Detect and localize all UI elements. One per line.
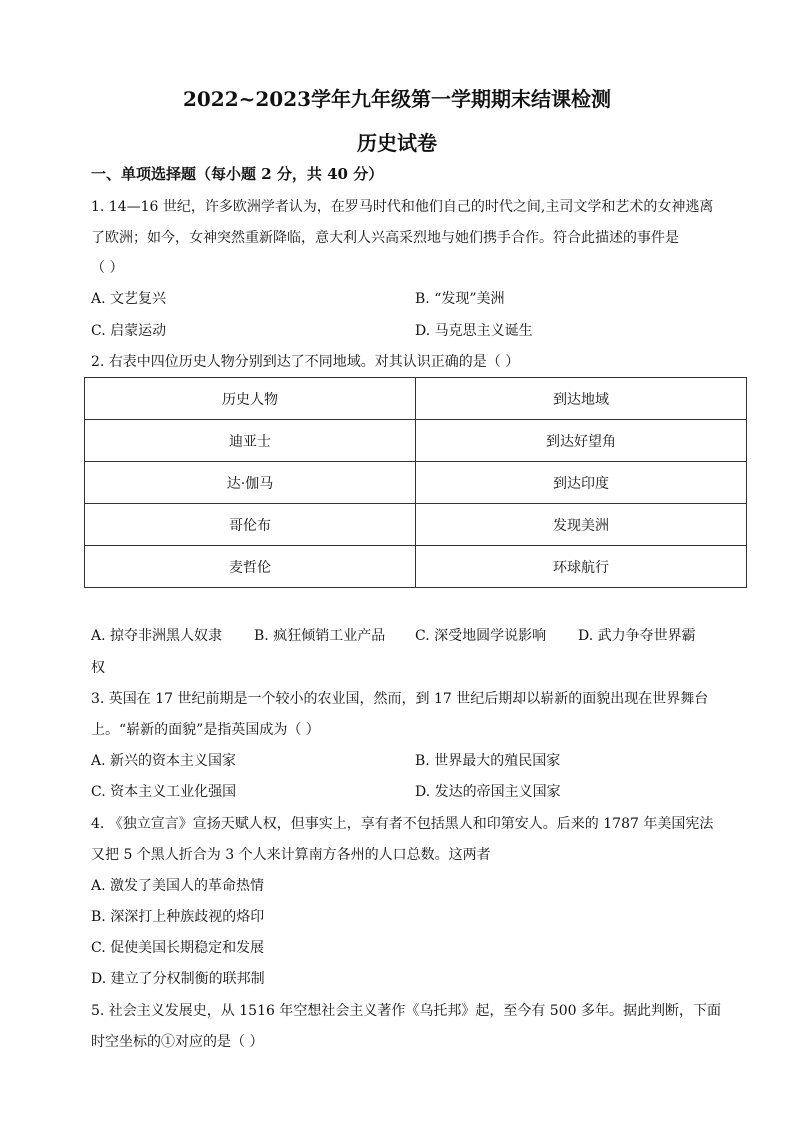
q1-option-b[interactable]: B. “发现”美洲 (415, 291, 505, 307)
q4-option-a[interactable]: A. 激发了美国人的革命热情 (91, 878, 265, 894)
q1-option-d[interactable]: D. 马克思主义诞生 (415, 323, 533, 339)
q1-answer-blank: （ ） (91, 260, 124, 276)
q2-table (84, 377, 747, 588)
q4-stem-line2: 又把 5 个黑人折合为 3 个人来计算南方各州的人口总数。这两者 (91, 847, 491, 863)
q4-stem-line1: 4. 《独立宣言》宣扬天赋人权，但事实上，享有者不包括黑人和印第安人。后来的 1787 年美国宪法 (91, 816, 714, 832)
q2-option-b[interactable]: B. 疯狂倾销工业产品 (254, 628, 386, 644)
q4-option-b[interactable]: B. 深深打上种族歧视的烙印 (91, 909, 265, 925)
q1-option-c[interactable]: C. 启蒙运动 (91, 323, 167, 339)
q5-stem-line1: 5. 社会主义发展史，从 1516 年空想社会主义著作《乌托邦》起，至今有 500 多年。据此判断，下面 (91, 1003, 721, 1019)
q2-option-d-wrap: 权 (91, 660, 105, 676)
table-row (85, 546, 747, 588)
table-row (85, 462, 747, 504)
q2-option-a[interactable]: A. 掠夺非洲黑人奴隶 (91, 628, 223, 644)
q3-stem-line2: 上。“崭新的面貌”是指英国成为（ ） (91, 722, 320, 738)
q2-option-c[interactable]: C. 深受地圆学说影响 (415, 628, 547, 644)
q3-option-d[interactable]: D. 发达的帝国主义国家 (415, 784, 561, 800)
q3-stem-line1: 3. 英国在 17 世纪前期是一个较小的农业国，然而，到 17 世纪后期却以崭新的面貌出现在世界舞台 (91, 691, 709, 707)
q1-stem-line1: 1. 14—16 世纪，许多欧洲学者认为，在罗马时代和他们自己的时代之间,主司文学和艺术的女神逃离 (91, 199, 714, 215)
table-cell-region: 发现美洲 (416, 504, 747, 546)
table-row (85, 420, 747, 462)
table-cell-region: 到达印度 (416, 462, 747, 504)
q1-stem-line2: 了欧洲；如今，女神突然重新降临，意大利人兴高采烈地与她们携手合作。符合此描述的事件是 (91, 230, 679, 246)
table-row (85, 504, 747, 546)
q1-option-a[interactable]: A. 文艺复兴 (91, 291, 167, 307)
table-cell-figure: 达·伽马 (85, 462, 416, 504)
q3-option-b[interactable]: B. 世界最大的殖民国家 (415, 753, 561, 769)
q2-stem: 2. 右表中四位历史人物分别到达了不同地域。对其认识正确的是（ ） (91, 354, 520, 370)
section-heading: 一、单项选择题（每小题 2 分，共 40 分） (91, 165, 384, 183)
q3-option-c[interactable]: C. 资本主义工业化强国 (91, 784, 237, 800)
q2-option-d[interactable]: D. 武力争夺世界霸 (578, 628, 696, 644)
table-header-cell: 历史人物 (85, 378, 416, 420)
q3-option-a[interactable]: A. 新兴的资本主义国家 (91, 753, 237, 769)
exam-title: 2022~2023学年九年级第一学期期末结课检测 (182, 87, 612, 111)
table-cell-figure: 哥伦布 (85, 504, 416, 546)
q5-stem-line2: 时空坐标的①对应的是（ ） (91, 1034, 264, 1050)
table-cell-figure: 迪亚士 (85, 420, 416, 462)
table-cell-figure: 麦哲伦 (85, 546, 416, 588)
q4-option-c[interactable]: C. 促使美国长期稳定和发展 (91, 940, 265, 956)
q4-option-d[interactable]: D. 建立了分权制衡的联邦制 (91, 971, 265, 987)
table-header-cell: 到达地域 (416, 378, 747, 420)
table-cell-region: 到达好望角 (416, 420, 747, 462)
subject-title: 历史试卷 (357, 131, 437, 155)
table-cell-region: 环球航行 (416, 546, 747, 588)
table-header-row (85, 378, 747, 420)
